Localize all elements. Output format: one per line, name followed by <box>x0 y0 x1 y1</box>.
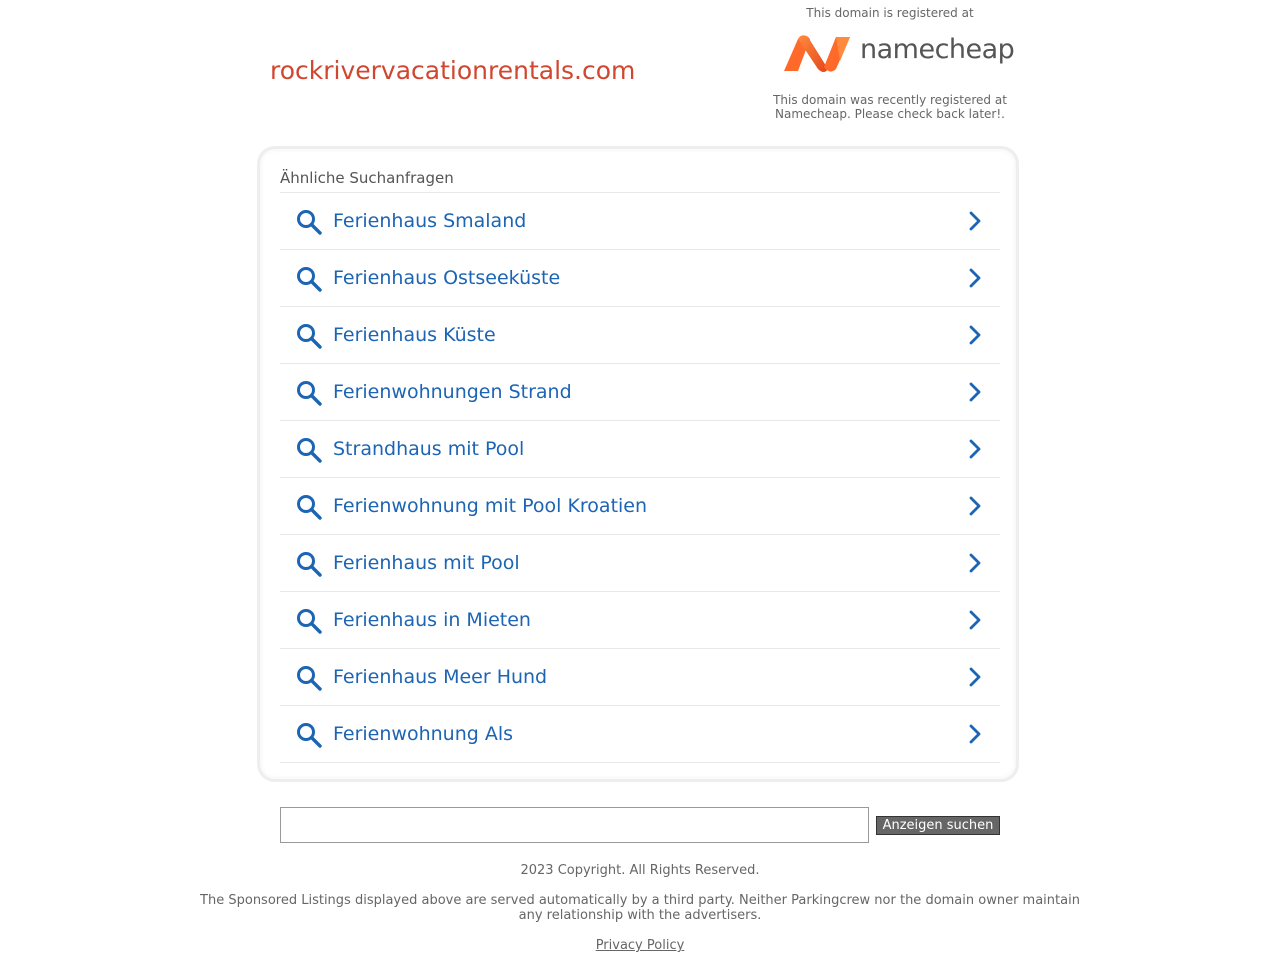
domain-title: rockrivervacationrentals.com <box>270 56 636 85</box>
search-icon <box>296 722 322 748</box>
result-label[interactable]: Ferienhaus mit Pool <box>333 552 520 574</box>
chevron-right-icon <box>966 381 984 403</box>
result-item[interactable] <box>280 649 1000 706</box>
chevron-right-icon <box>966 495 984 517</box>
chevron-right-icon <box>966 210 984 232</box>
result-label[interactable]: Ferienhaus Smaland <box>333 210 527 232</box>
result-item[interactable] <box>280 193 1000 250</box>
chevron-right-icon <box>966 723 984 745</box>
result-item[interactable] <box>280 592 1000 649</box>
search-icon <box>296 665 322 691</box>
search-icon <box>296 380 322 406</box>
chevron-right-icon <box>966 552 984 574</box>
result-label[interactable]: Ferienhaus in Mieten <box>333 609 531 631</box>
search-icon <box>296 437 322 463</box>
registrar-top-text: This domain is registered at <box>806 6 974 20</box>
search-icon <box>296 608 322 634</box>
result-label[interactable]: Ferienwohnung mit Pool Kroatien <box>333 495 648 517</box>
result-item[interactable] <box>280 421 1000 478</box>
result-label[interactable]: Ferienwohnung Als <box>333 723 514 745</box>
result-label[interactable]: Strandhaus mit Pool <box>333 438 525 460</box>
search-input[interactable] <box>280 807 869 843</box>
namecheap-logo-text: namecheap <box>860 34 1015 65</box>
result-label[interactable]: Ferienwohnungen Strand <box>333 381 572 403</box>
search-icon <box>296 494 322 520</box>
search-form <box>280 807 1000 843</box>
copyright-text: 2023 Copyright. All Rights Reserved. <box>520 863 760 878</box>
registrar-note: This domain was recently registered at Namecheap. Please check back later!. <box>773 93 1007 121</box>
privacy-policy-link[interactable]: Privacy Policy <box>595 938 685 953</box>
privacy-policy <box>0 938 1280 953</box>
chevron-right-icon <box>966 324 984 346</box>
search-icon <box>296 209 322 235</box>
result-item[interactable] <box>280 706 1000 763</box>
result-item[interactable] <box>280 307 1000 364</box>
chevron-right-icon <box>966 609 984 631</box>
result-label[interactable]: Ferienhaus Ostseeküste <box>333 267 561 289</box>
chevron-right-icon <box>966 267 984 289</box>
result-label[interactable]: Ferienhaus Meer Hund <box>333 666 548 688</box>
chevron-right-icon <box>966 666 984 688</box>
search-icon <box>296 323 322 349</box>
result-item[interactable] <box>280 535 1000 592</box>
result-item[interactable] <box>280 364 1000 421</box>
namecheap-n-icon <box>780 33 854 73</box>
chevron-right-icon <box>966 438 984 460</box>
result-item[interactable] <box>280 250 1000 307</box>
search-icon <box>296 266 322 292</box>
result-label[interactable]: Ferienhaus Küste <box>333 324 496 346</box>
namecheap-logo[interactable] <box>780 30 1015 76</box>
search-icon <box>296 551 322 577</box>
result-item[interactable] <box>280 478 1000 535</box>
results-list <box>280 192 1000 763</box>
results-heading: Ähnliche Suchanfragen <box>280 169 454 187</box>
search-button[interactable]: Anzeigen suchen <box>876 816 1000 835</box>
disclaimer-text: The Sponsored Listings displayed above are served automatically by a third party. Neither Parkingcrew nor the domain owner maintain any relationship with the advertisers. <box>200 893 1080 923</box>
